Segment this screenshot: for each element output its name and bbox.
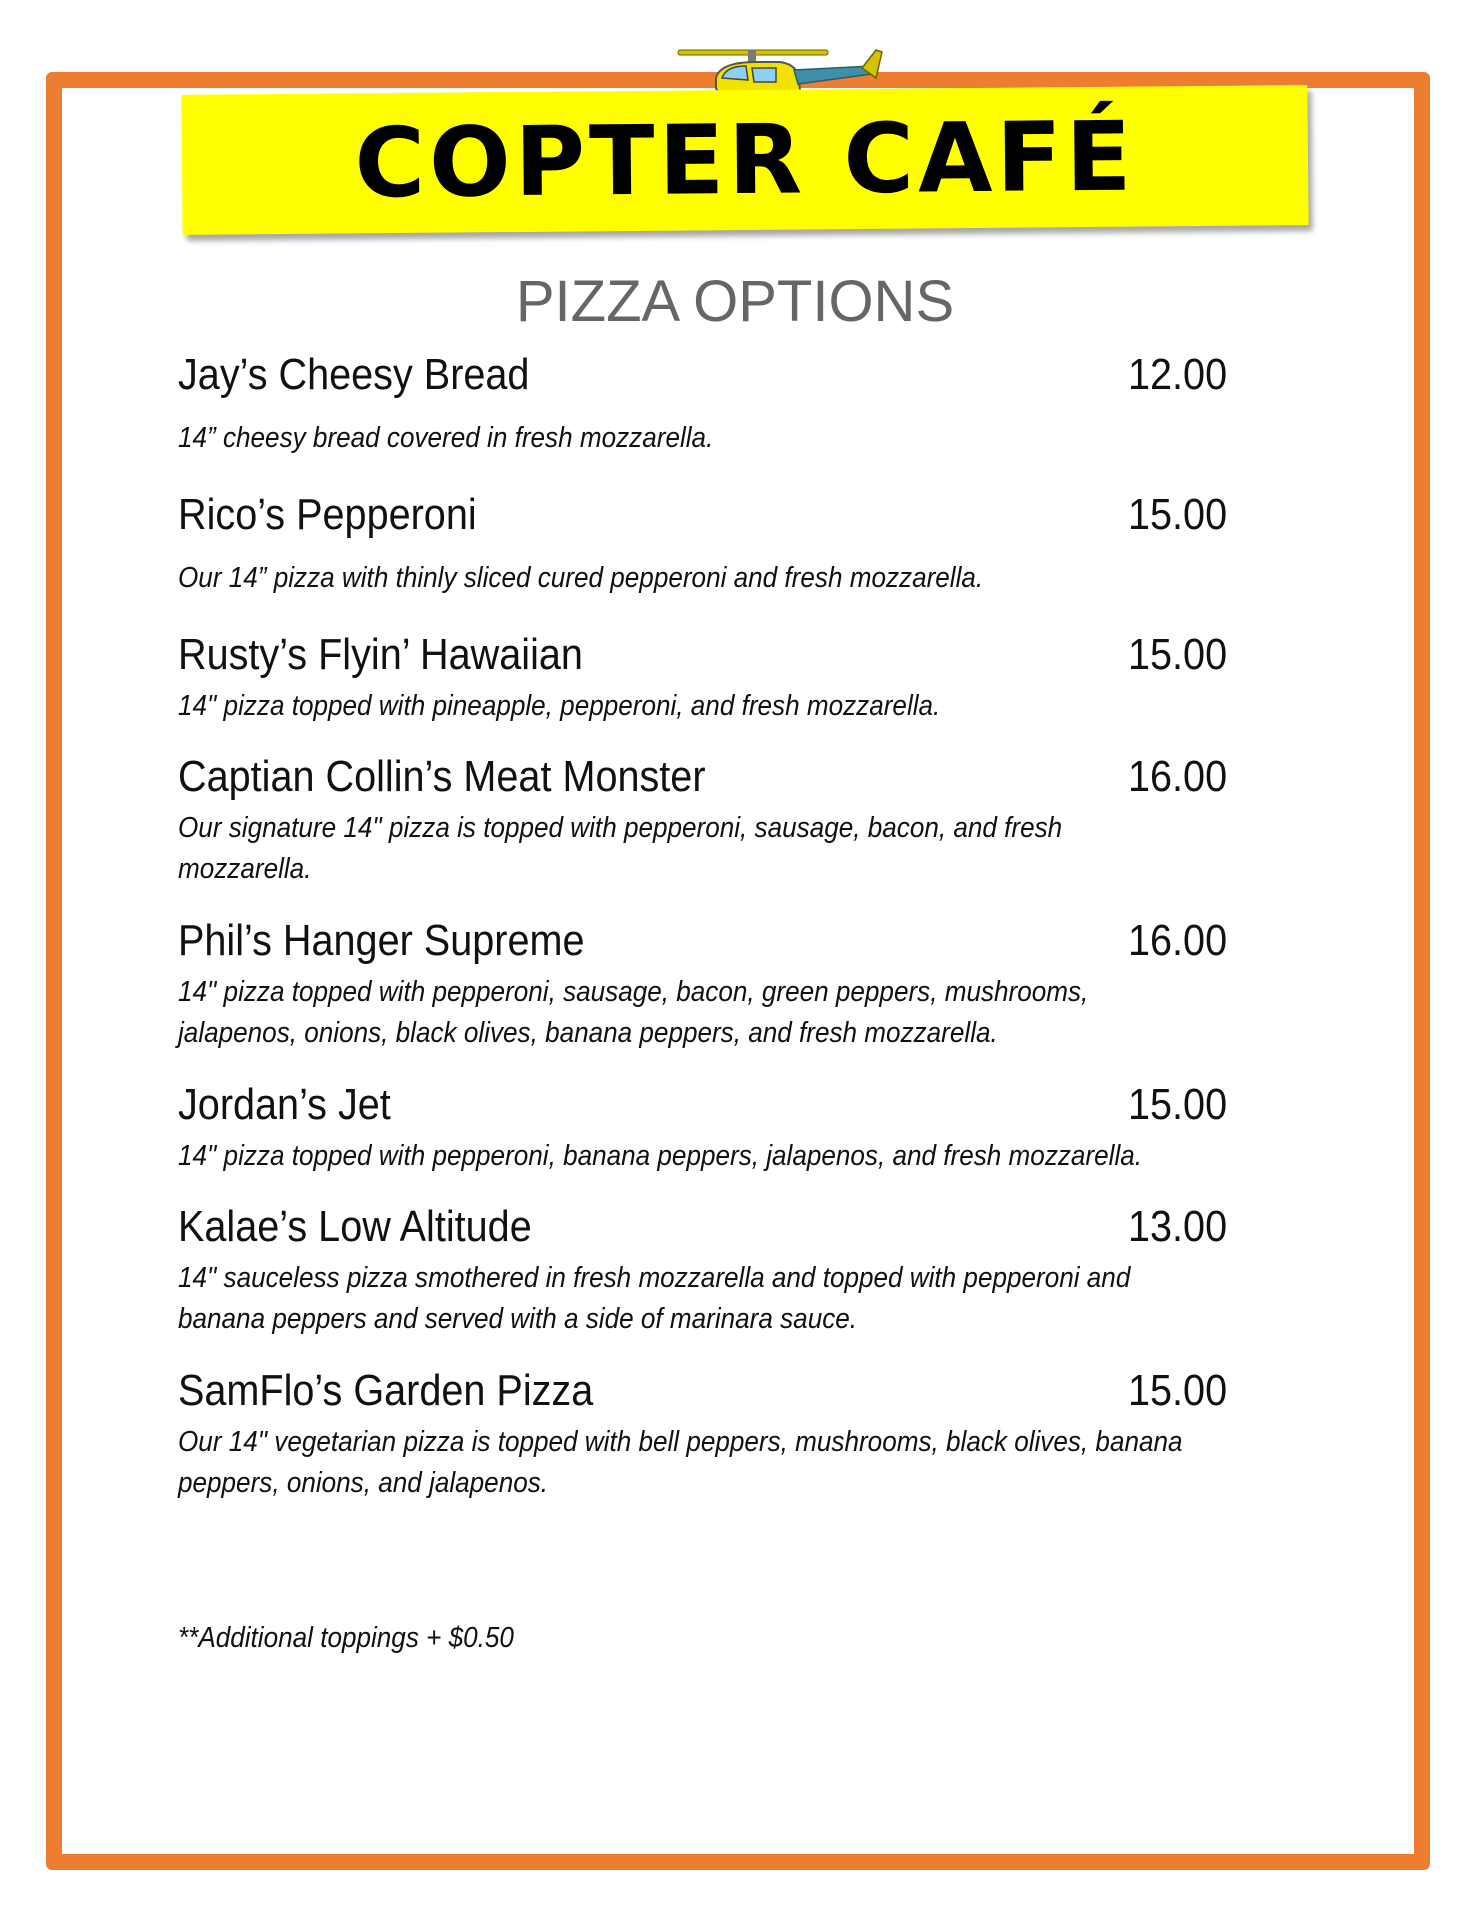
menu-item-description: Our 14" vegetarian pizza is topped with bell peppers, mushrooms, black olives, banana peppers, onions, and jalapenos. <box>178 1426 1183 1499</box>
menu-item-price: 12.00 <box>1128 350 1228 399</box>
menu-item-description: Our 14” pizza with thinly sliced cured pepperoni and fresh mozzarella. <box>178 562 984 594</box>
menu-item-name: SamFlo’s Garden Pizza <box>178 1366 594 1415</box>
menu-item-description: 14" pizza topped with pepperoni, banana peppers, jalapenos, and fresh mozzarella. <box>178 1140 1143 1172</box>
menu-item-price: 16.00 <box>1128 916 1228 965</box>
menu-border <box>46 72 1430 1870</box>
menu-item-price: 13.00 <box>1128 1202 1228 1251</box>
menu-item-name: Rusty’s Flyin’ Hawaiian <box>178 630 583 679</box>
menu-item-price: 15.00 <box>1128 490 1228 539</box>
menu-item-price: 15.00 <box>1128 1366 1228 1415</box>
menu-item-name: Jordan’s Jet <box>178 1080 391 1129</box>
menu-item-price: 15.00 <box>1128 1080 1228 1129</box>
menu-item-name: Captian Collin’s Meat Monster <box>178 752 706 801</box>
menu-item-description: 14” cheesy bread covered in fresh mozzarella. <box>178 422 714 454</box>
menu-item-description: 14" pizza topped with pineapple, pepperoni, and fresh mozzarella. <box>178 690 941 722</box>
menu-item-name: Phil’s Hanger Supreme <box>178 916 585 965</box>
menu-item-price: 16.00 <box>1128 752 1228 801</box>
menu-item-name: Kalae’s Low Altitude <box>178 1202 532 1251</box>
section-title: PIZZA OPTIONS <box>515 269 955 334</box>
menu-item-name: Jay’s Cheesy Bread <box>178 350 530 399</box>
menu-item-name: Rico’s Pepperoni <box>178 490 477 539</box>
menu-item-description: Our signature 14" pizza is topped with pepperoni, sausage, bacon, and fresh mozzarella. <box>178 812 1063 885</box>
menu-item-description: 14" sauceless pizza smothered in fresh mozzarella and topped with pepperoni and banana peppers and served with a side of marinara sauce. <box>178 1262 1131 1335</box>
toppings-footnote: **Additional toppings + $0.50 <box>178 1622 514 1654</box>
menu-item-description: 14" pizza topped with pepperoni, sausage, bacon, green peppers, mushrooms, jalapenos, onions, black olives, banana peppers, and fresh mozzarella. <box>178 976 1089 1049</box>
menu-item-price: 15.00 <box>1128 630 1228 679</box>
cafe-title: COPTER CAFÉ <box>354 100 1136 220</box>
